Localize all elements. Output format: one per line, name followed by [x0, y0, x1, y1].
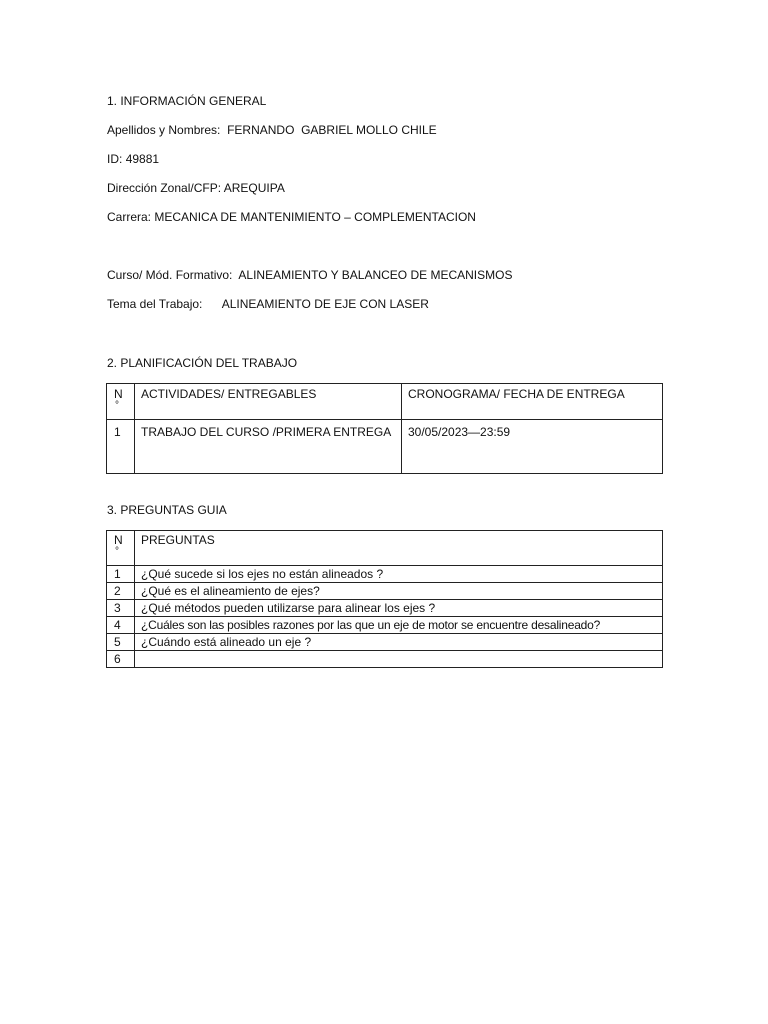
zone-label: Dirección Zonal/CFP: — [107, 181, 222, 195]
section3-title: 3. PREGUNTAS GUIA — [107, 503, 227, 517]
table-row — [107, 634, 663, 651]
table-row — [107, 600, 663, 617]
question-text: ¿Qué es el alineamiento de ejes? — [135, 583, 663, 600]
planning-row-activity: TRABAJO DEL CURSO /PRIMERA ENTREGA — [135, 420, 402, 474]
course-label: Curso/ Mód. Formativo: — [107, 268, 233, 282]
names-line — [107, 123, 437, 137]
question-num: 6 — [107, 651, 135, 668]
career-line — [107, 210, 476, 224]
topic-value: ALINEAMIENTO DE EJE CON LASER — [221, 297, 429, 311]
questions-header-num: N ° — [107, 531, 135, 566]
planning-row-date: 30/05/2023—23:59 — [402, 420, 663, 474]
topic-line — [107, 297, 429, 311]
planning-row-num: 1 — [107, 420, 135, 474]
id-line — [107, 152, 159, 166]
planning-header-schedule: CRONOGRAMA/ FECHA DE ENTREGA — [402, 384, 663, 420]
table-row — [107, 420, 663, 474]
question-text: ¿Cuáles son las posibles razones por las que un eje de motor se encuentre desalineado? — [135, 617, 663, 634]
section1-title: 1. INFORMACIÓN GENERAL — [107, 94, 267, 108]
table-row — [107, 617, 663, 634]
zone-value: AREQUIPA — [223, 181, 285, 195]
course-line — [107, 268, 512, 282]
planning-header-activities: ACTIVIDADES/ ENTREGABLES — [135, 384, 402, 420]
id-value: 49881 — [125, 152, 160, 166]
question-text — [135, 651, 663, 668]
zone-line — [107, 181, 285, 195]
planning-table — [106, 383, 663, 474]
id-label: ID: — [107, 152, 123, 166]
course-value: ALINEAMIENTO Y BALANCEO DE MECANISMOS — [238, 268, 513, 282]
table-row — [107, 566, 663, 583]
table-row — [107, 583, 663, 600]
question-num: 4 — [107, 617, 135, 634]
question-num: 3 — [107, 600, 135, 617]
career-value: MECANICA DE MANTENIMIENTO – COMPLEMENTACION — [154, 210, 476, 224]
section2-title: 2. PLANIFICACIÓN DEL TRABAJO — [107, 356, 298, 370]
planning-header-num: N ° — [107, 384, 135, 420]
question-num: 5 — [107, 634, 135, 651]
names-label: Apellidos y Nombres: — [107, 123, 221, 137]
planning-header-row — [107, 384, 663, 420]
question-num: 2 — [107, 583, 135, 600]
career-label: Carrera: — [107, 210, 152, 224]
table-row — [107, 651, 663, 668]
names-value: FERNANDO GABRIEL MOLLO CHILE — [227, 123, 437, 137]
question-text: ¿Cuándo está alineado un eje ? — [135, 634, 663, 651]
topic-label: Tema del Trabajo: — [107, 297, 203, 311]
questions-header-label: PREGUNTAS — [135, 531, 663, 566]
questions-table — [106, 530, 663, 668]
questions-header-row — [107, 531, 663, 566]
question-text: ¿Qué métodos pueden utilizarse para alinear los ejes ? — [135, 600, 663, 617]
question-text: ¿Qué sucede si los ejes no están alineados ? — [135, 566, 663, 583]
question-num: 1 — [107, 566, 135, 583]
